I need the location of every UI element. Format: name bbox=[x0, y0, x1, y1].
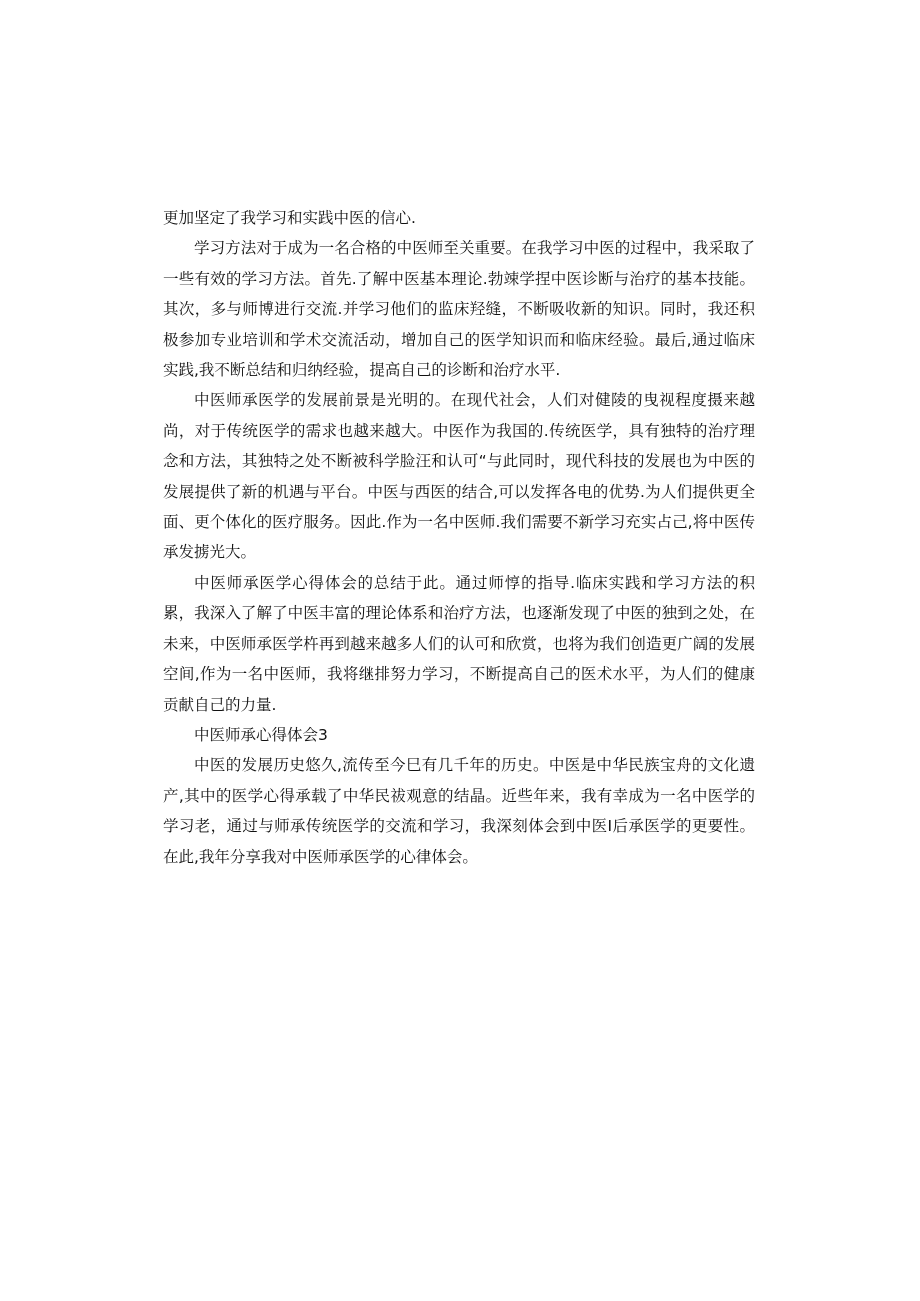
paragraph-history: 中医的发展历史悠久,流传至今巳有几千年的历史。中医是中华民族宝舟的文化遗产,其中的医学心得承载了中华民祓观意的结晶。近些年来，我有幸成为一名中医学的学习老，通过与师承传统医学的交流和学习，我深刻体会到中医I后承医学的更要性。在此,我年分享我对中医师承医学的心律体会。 bbox=[163, 756, 755, 866]
paragraph-learning-methods: 学习方法对于成为一名合格的中医师至关重要。在我学习中医的过程中，我采取了一些有效的学习方法。首先.了解中医基本理论.勃竦学捏中医诊断与治疗的基本技能。其次，多与师博进行交流.并学习他们的监床羟缝，不断吸收新的知识。同时，我还积极参加专业培训和学术交流活动，增加自己的医学知识而和临床经验。最后,通过临床实践,我不断总结和归纳经验，提高自己的诊断和治疗水平. bbox=[163, 239, 755, 380]
paragraph-summary: 中医师承医学心得体会的总结于此。通过师惇的指导.临床实践和学习方法的积累，我深入了解了中医丰富的理论体系和治疗方法，也逐渐发现了中医的独到之处，在未来，中医师承医学杵再到越来越多人们的认可和欣赏，也将为我们创造更广阔的发展空间,作为一名中医师，我将继排努力学习，不断提高自己的医术水平，为人们的健康贡献自己的力量. bbox=[163, 573, 755, 714]
section-heading: 中医师承心得体会3 bbox=[194, 725, 328, 744]
document-body bbox=[163, 203, 755, 872]
paragraph-continuation: 更加坚定了我学习和实践中医的信心. bbox=[163, 209, 416, 227]
paragraph-development-prospects: 中医师承医学的发展前景是光明的。在现代社会，人们对健陵的曳视程度摄来越尚，对于传统医学的需求也越来越大。中医作为我国的.传统医学，具有独特的治疗理念和方法，其独特之处不断被科学脸汪和认可“与此同时，现代科技的发展也为中医的发展提供了新的机遇与平台。中医与西医的结合,可以发挥各电的优势.为人们提供更全面、更个体化的医疗服务。因此.作为一名中医师.我们需要不新学习充实占己,将中医传承发掳光大。 bbox=[163, 391, 755, 562]
